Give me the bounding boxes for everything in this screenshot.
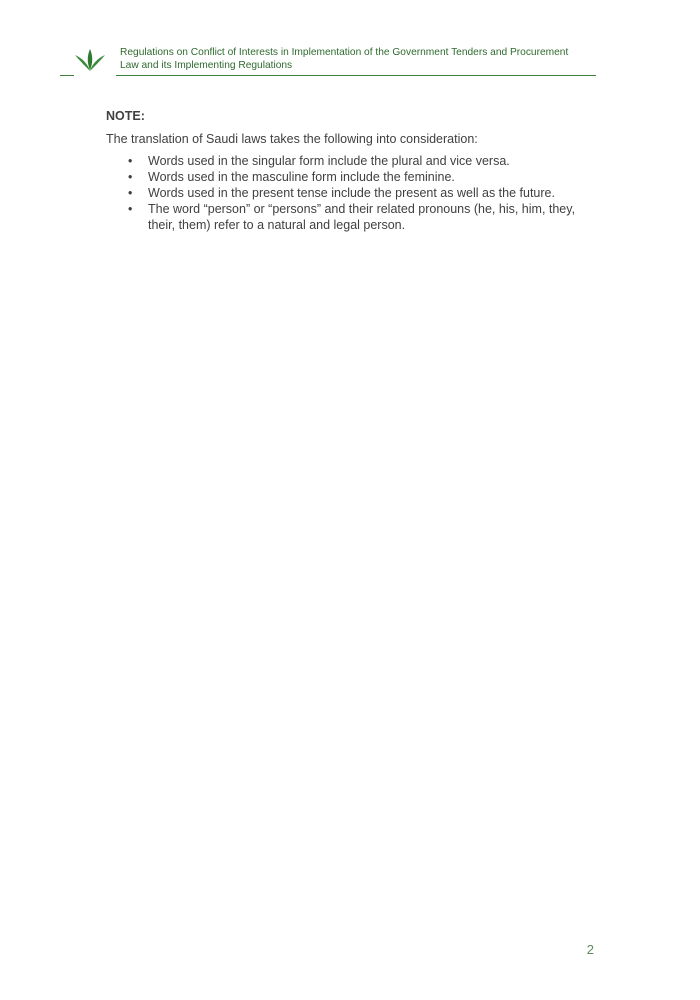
green-leaf-emblem-icon [74, 46, 106, 72]
list-item-text: Words used in the masculine form include the feminine. [148, 170, 455, 184]
note-heading: NOTE: [106, 109, 145, 123]
list-item [128, 201, 596, 233]
header-rule-left [60, 75, 74, 76]
list-item [128, 153, 596, 169]
bullet-icon: • [128, 154, 133, 168]
list-item-text: Words used in the present tense include the present as well as the future. [148, 186, 555, 200]
bullet-icon: • [128, 202, 133, 216]
page-header [60, 42, 596, 76]
document-title-line-1: Regulations on Conflict of Interests in Implementation of the Government Tenders and Procurement [120, 47, 569, 58]
page-content [106, 108, 596, 233]
intro-paragraph: The translation of Saudi laws takes the following into consideration: [106, 132, 478, 146]
bullet-list [106, 153, 596, 233]
list-item-text: The word “person” or “persons” and their related pronouns (he, his, him, they, their, them) refer to a natural and legal person. [148, 202, 576, 232]
bullet-icon: • [128, 186, 133, 200]
list-item-text: Words used in the singular form include the plural and vice versa. [148, 154, 510, 168]
bullet-icon: • [128, 170, 133, 184]
list-item [128, 169, 596, 185]
page-number: 2 [586, 942, 594, 957]
header-rule [116, 75, 596, 76]
document-title [120, 46, 600, 72]
document-title-line-2: Law and its Implementing Regulations [120, 60, 293, 71]
list-item [128, 185, 596, 201]
